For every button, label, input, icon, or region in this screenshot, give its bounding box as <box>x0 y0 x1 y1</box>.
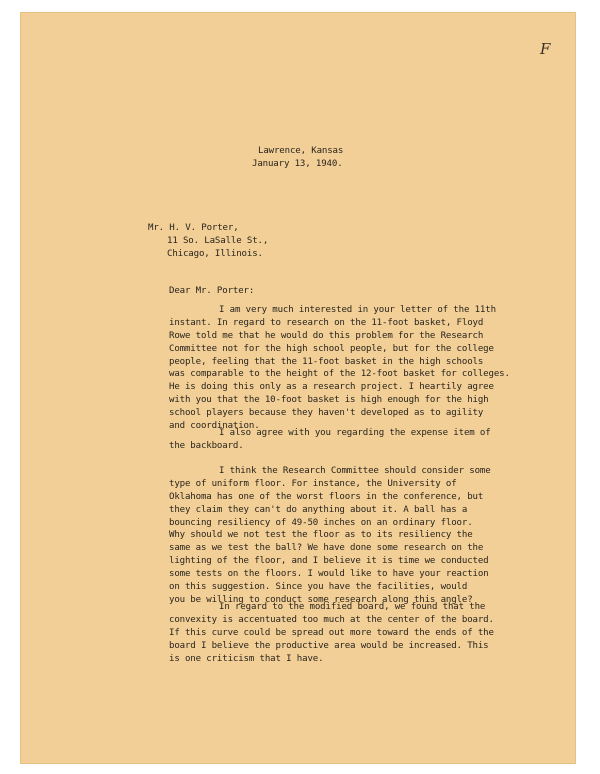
paragraph-line: Why should we not test the floor as to its resiliency the <box>169 530 473 541</box>
handwritten-corner-mark: F <box>540 40 551 58</box>
paragraph-line: you be willing to conduct some research along this angle? <box>169 594 473 605</box>
paragraph-line: school players because they haven't developed as to agility <box>169 408 484 419</box>
address-line-street: 11 So. LaSalle St., <box>167 235 269 246</box>
paragraph-line: and coordination. <box>169 421 260 432</box>
paragraph-line: they claim they can't do anything about it. A ball has a <box>169 504 468 515</box>
paragraph-line: convexity is accentuated too much at the center of the board. <box>169 614 494 625</box>
paragraph-line: was comparable to the height of the 12-foot basket for colleges. <box>169 369 510 380</box>
paragraph-line: In regard to the modified board, we found that the <box>219 602 486 612</box>
letter-heading <box>252 145 343 171</box>
paragraph-line: He is doing this only as a research project. I heartily agree <box>169 382 494 393</box>
paragraph-line: is one criticism that I have. <box>169 653 324 664</box>
body-paragraph-3 <box>169 465 491 607</box>
body-paragraph-1 <box>169 304 510 433</box>
body-paragraph-2 <box>169 427 491 453</box>
place-line: Lawrence, Kansas <box>258 146 344 156</box>
paragraph-line: Committee not for the high school people, but for the college <box>169 343 494 354</box>
paragraph-line: lighting of the floor, and I believe it is time we conducted <box>169 556 489 567</box>
paragraph-line: If this curve could be spread out more toward the ends of the <box>169 627 494 638</box>
paragraph-line: bouncing resiliency of 49-50 inches on an ordinary floor. <box>169 517 473 528</box>
paragraph-line: Oklahoma has one of the worst floors in the conference, but <box>169 491 484 502</box>
salutation: Dear Mr. Porter: <box>169 286 255 296</box>
letter-page <box>20 12 576 764</box>
paragraph-line: I am very much interested in your letter of the 11th <box>219 305 496 315</box>
paragraph-line: same as we test the ball? We have done some research on the <box>169 543 484 554</box>
address-line-name: Mr. H. V. Porter, <box>148 223 239 233</box>
body-paragraph-4 <box>169 601 494 665</box>
paragraph-line: type of uniform floor. For instance, the University of <box>169 478 457 489</box>
paragraph-line: with you that the 10-foot basket is high enough for the high <box>169 395 489 406</box>
paragraph-line: I think the Research Committee should consider some <box>219 466 491 476</box>
inside-address <box>148 222 268 261</box>
paragraph-line: Rowe told me that he would do this problem for the Research <box>169 330 484 341</box>
paragraph-line: some tests on the floors. I would like to have your reaction <box>169 569 489 580</box>
paragraph-line: people, feeling that the 11-foot basket in the high schools <box>169 356 484 367</box>
date-line: January 13, 1940. <box>252 158 343 169</box>
paragraph-line: board I believe the productive area would be increased. This <box>169 640 489 651</box>
paragraph-line: I also agree with you regarding the expense item of <box>219 428 491 438</box>
paragraph-line: instant. In regard to research on the 11-foot basket, Floyd <box>169 317 484 328</box>
address-line-city: Chicago, Illinois. <box>167 248 263 259</box>
paragraph-line: the backboard. <box>169 440 244 451</box>
paragraph-line: on this suggestion. Since you have the facilities, would <box>169 582 468 593</box>
